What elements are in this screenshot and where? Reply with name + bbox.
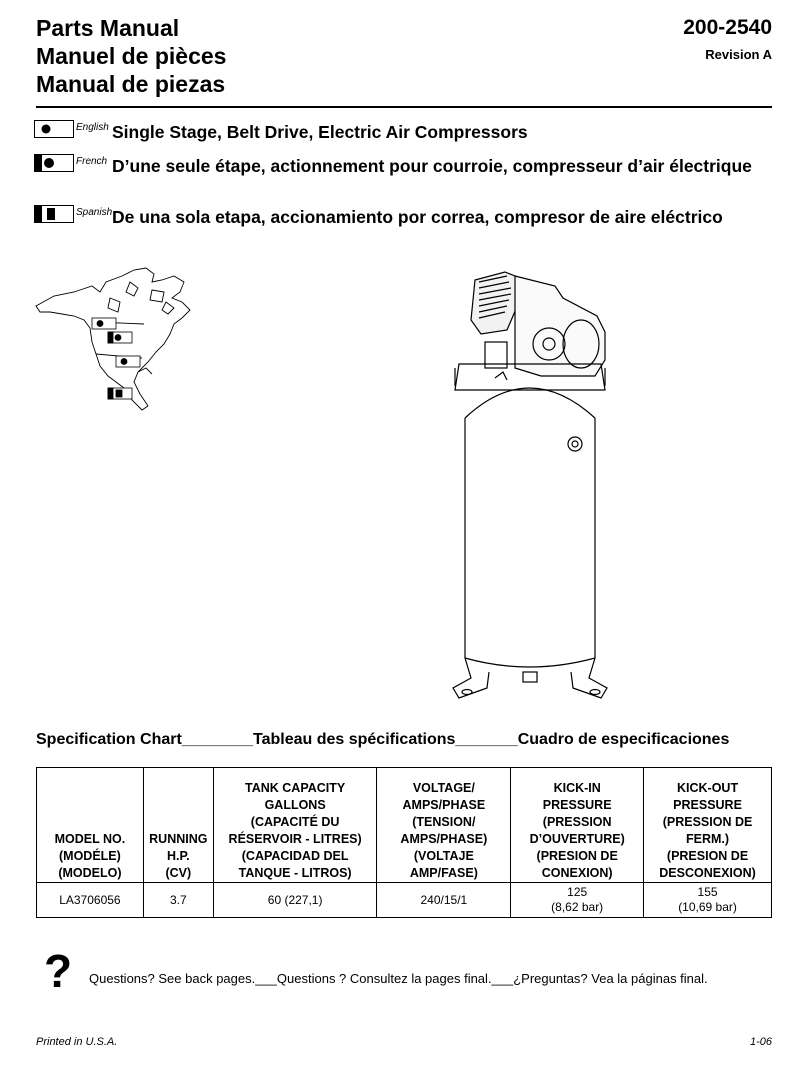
column-header-voltage bbox=[377, 768, 511, 883]
table-row bbox=[37, 883, 772, 918]
cell-tank-capacity: 60 (227,1) bbox=[213, 883, 377, 918]
language-text-french: D’une seule étape, actionnement pour courroie, compresseur d’air électrique bbox=[112, 156, 752, 176]
cell-hp: 3.7 bbox=[143, 883, 213, 918]
language-row-french bbox=[34, 154, 752, 178]
english-flag-icon bbox=[34, 120, 74, 138]
north-america-map-image bbox=[34, 262, 204, 412]
language-text-english: Single Stage, Belt Drive, Electric Air Compressors bbox=[112, 122, 528, 142]
column-header-hp bbox=[143, 768, 213, 883]
spanish-flag-icon bbox=[34, 205, 74, 223]
revision-label: Revision A bbox=[705, 47, 772, 62]
language-label-spanish: Spanish bbox=[76, 207, 113, 218]
question-mark-icon: ? bbox=[44, 945, 73, 997]
cell-model: LA3706056 bbox=[37, 883, 144, 918]
language-label-french: French bbox=[76, 156, 108, 167]
title-english: Parts Manual bbox=[36, 15, 180, 41]
language-label-english: English bbox=[76, 122, 109, 133]
cell-voltage: 240/15/1 bbox=[377, 883, 511, 918]
header-text: RUNNING H.P. (CV) bbox=[149, 832, 208, 880]
language-row-english bbox=[34, 120, 752, 144]
spec-header-row bbox=[37, 768, 772, 883]
header-divider bbox=[36, 106, 772, 108]
cell-kick-in: 125 (8,62 bar) bbox=[511, 883, 644, 918]
language-text-spanish: De una sola etapa, accionamiento por correa, compresor de aire eléctrico bbox=[112, 207, 723, 227]
language-row-spanish bbox=[34, 205, 752, 229]
header-text: KICK-OUT PRESSURE (PRESSION DE FERM.) (PRESION DE DESCONEXION) bbox=[659, 781, 756, 880]
header-text: MODEL NO. (MODÉLE) (MODELO) bbox=[54, 832, 126, 880]
column-header-kick-in bbox=[511, 768, 644, 883]
title-french: Manuel de pièces bbox=[36, 43, 227, 69]
title-spanish: Manual de piezas bbox=[36, 71, 226, 97]
column-header-tank-capacity bbox=[213, 768, 377, 883]
date-code: 1-06 bbox=[749, 1036, 772, 1048]
printed-in-label: Printed in U.S.A. bbox=[36, 1036, 118, 1048]
header-text: VOLTAGE/ AMPS/PHASE (TENSION/ AMPS/PHASE) (VOLTAJE AMP/FASE) bbox=[400, 781, 488, 880]
cell-kick-out: 155 (10,69 bar) bbox=[644, 883, 772, 918]
questions-text: Questions? See back pages.___Questions ? Consultez la pages final.___¿Preguntas? Vea la páginas final. bbox=[89, 971, 708, 986]
spec-table bbox=[36, 767, 772, 918]
french-flag-icon bbox=[34, 154, 74, 172]
header-text: TANK CAPACITY GALLONS (CAPACITÉ DU RÉSERVOIR - LITRES) (CAPACIDAD DEL TANQUE - LITROS) bbox=[228, 781, 362, 880]
column-header-model bbox=[37, 768, 144, 883]
header-text: KICK-IN PRESSURE (PRESSION D’OUVERTURE) (PRESION DE CONEXION) bbox=[529, 781, 625, 880]
air-compressor-image bbox=[445, 268, 615, 704]
document-number: 200-2540 bbox=[683, 16, 772, 39]
spec-chart-heading: Specification Chart________Tableau des spécifications_______Cuadro de especificaciones bbox=[36, 731, 730, 748]
manual-titles bbox=[36, 14, 226, 98]
column-header-kick-out bbox=[644, 768, 772, 883]
